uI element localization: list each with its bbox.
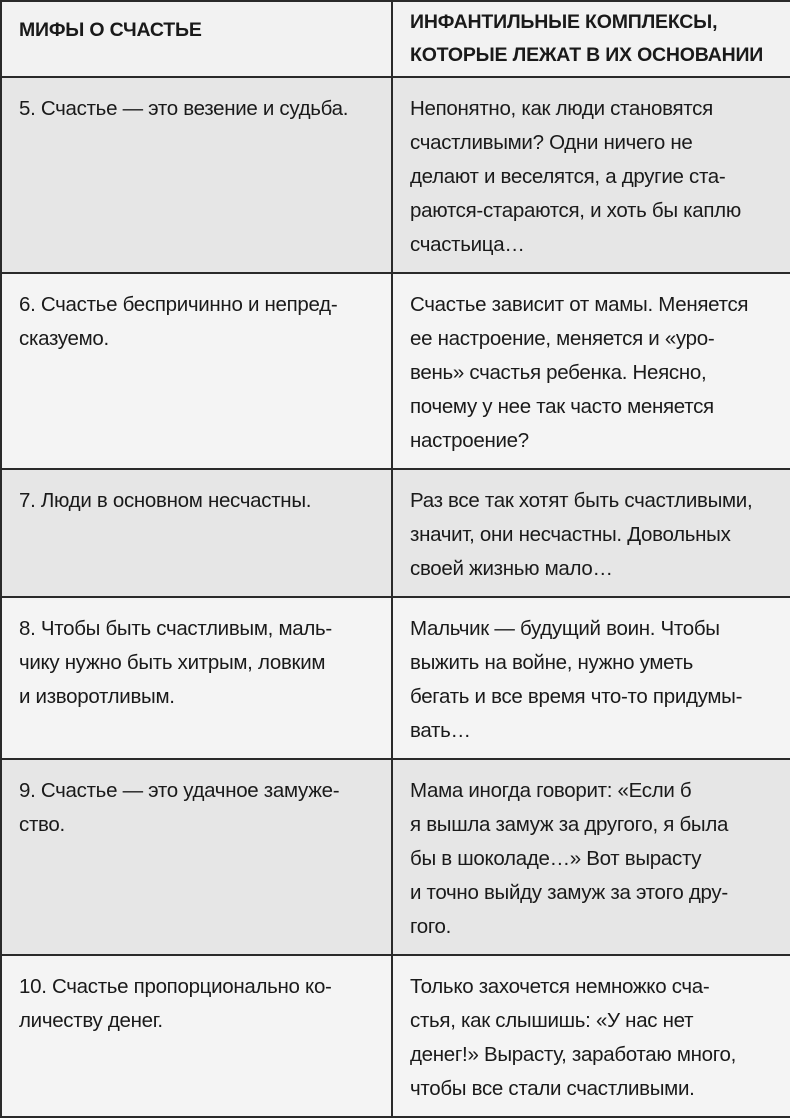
table-row xyxy=(1,597,790,759)
complex-cell xyxy=(392,955,790,1117)
complex-text-line: настроение? xyxy=(410,429,529,452)
complex-text-line: выжить на войне, нужно уметь xyxy=(410,651,694,674)
complex-text-line: чтобы все стали счастливыми. xyxy=(410,1077,695,1100)
complex-text-line: стья, как слышишь: «У нас нет xyxy=(410,1009,694,1032)
complex-text-line: Раз все так хотят быть счастливыми, xyxy=(410,489,753,512)
myth-text-line: ство. xyxy=(19,813,65,836)
myth-cell xyxy=(1,759,392,955)
myth-text-line: 6. Счастье беспричинно и непред- xyxy=(19,293,338,316)
header-complexes-line: КОТОРЫЕ ЛЕЖАТ В ИХ ОСНОВАНИИ xyxy=(410,44,764,66)
complex-cell xyxy=(392,469,790,597)
complex-text-line: Только захочется немножко сча- xyxy=(410,975,710,998)
header-myths xyxy=(1,1,392,77)
myth-text-line: и изворотливым. xyxy=(19,685,175,708)
myth-cell xyxy=(1,273,392,469)
myth-text-line: 7. Люди в основном несчастны. xyxy=(19,489,312,512)
complex-text-line: счастливыми? Одни ничего не xyxy=(410,131,693,154)
table-row xyxy=(1,469,790,597)
complex-text-line: счастьица… xyxy=(410,233,525,256)
myth-cell xyxy=(1,955,392,1117)
myth-text-line: 9. Счастье — это удачное замуже- xyxy=(19,779,340,802)
myth-text-line: 5. Счастье — это везение и судьба. xyxy=(19,97,349,120)
complex-text-line: гого. xyxy=(410,915,452,938)
complex-cell xyxy=(392,597,790,759)
myth-text-line: сказуемо. xyxy=(19,327,109,350)
header-complexes-line: ИНФАНТИЛЬНЫЕ КОМПЛЕКСЫ, xyxy=(410,11,718,33)
complex-text-line: раются-стараются, и хоть бы каплю xyxy=(410,199,741,222)
complex-text-line: значит, они несчастны. Довольных xyxy=(410,523,731,546)
myth-text-line: чику нужно быть хитрым, ловким xyxy=(19,651,326,674)
complex-text-line: бегать и все время что-то придумы- xyxy=(410,685,743,708)
table-row xyxy=(1,759,790,955)
myth-text-line: личеству денег. xyxy=(19,1009,163,1032)
complex-cell xyxy=(392,759,790,955)
complex-text-line: я вышла замуж за другого, я была xyxy=(410,813,729,836)
myth-text-line: 10. Счастье пропорционально ко- xyxy=(19,975,332,998)
complex-text-line: вень» счастья ребенка. Неясно, xyxy=(410,361,707,384)
complex-text-line: почему у нее так часто меняется xyxy=(410,395,714,418)
complex-cell xyxy=(392,77,790,273)
complex-text-line: делают и веселятся, а другие ста- xyxy=(410,165,726,188)
complex-text-line: Непонятно, как люди становятся xyxy=(410,97,713,120)
myth-cell xyxy=(1,469,392,597)
myth-cell xyxy=(1,597,392,759)
complex-cell xyxy=(392,273,790,469)
complex-text-line: Счастье зависит от мамы. Меняется xyxy=(410,293,749,316)
header-row xyxy=(1,1,790,77)
complex-text-line: Мальчик — будущий воин. Чтобы xyxy=(410,617,720,640)
header-myths-label: МИФЫ О СЧАСТЬЕ xyxy=(19,19,202,41)
table-row xyxy=(1,955,790,1117)
complex-text-line: вать… xyxy=(410,719,471,742)
myth-cell xyxy=(1,77,392,273)
header-complexes xyxy=(392,1,790,77)
complex-text-line: и точно выйду замуж за этого дру- xyxy=(410,881,728,904)
complex-text-line: денег!» Вырасту, заработаю много, xyxy=(410,1043,736,1066)
complex-text-line: Мама иногда говорит: «Если б xyxy=(410,779,692,802)
table-row xyxy=(1,273,790,469)
myth-text-line: 8. Чтобы быть счастливым, маль- xyxy=(19,617,332,640)
complex-text-line: ее настроение, меняется и «уро- xyxy=(410,327,715,350)
table-row xyxy=(1,77,790,273)
complex-text-line: своей жизнью мало… xyxy=(410,557,613,580)
complex-text-line: бы в шоколаде…» Вот вырасту xyxy=(410,847,702,870)
